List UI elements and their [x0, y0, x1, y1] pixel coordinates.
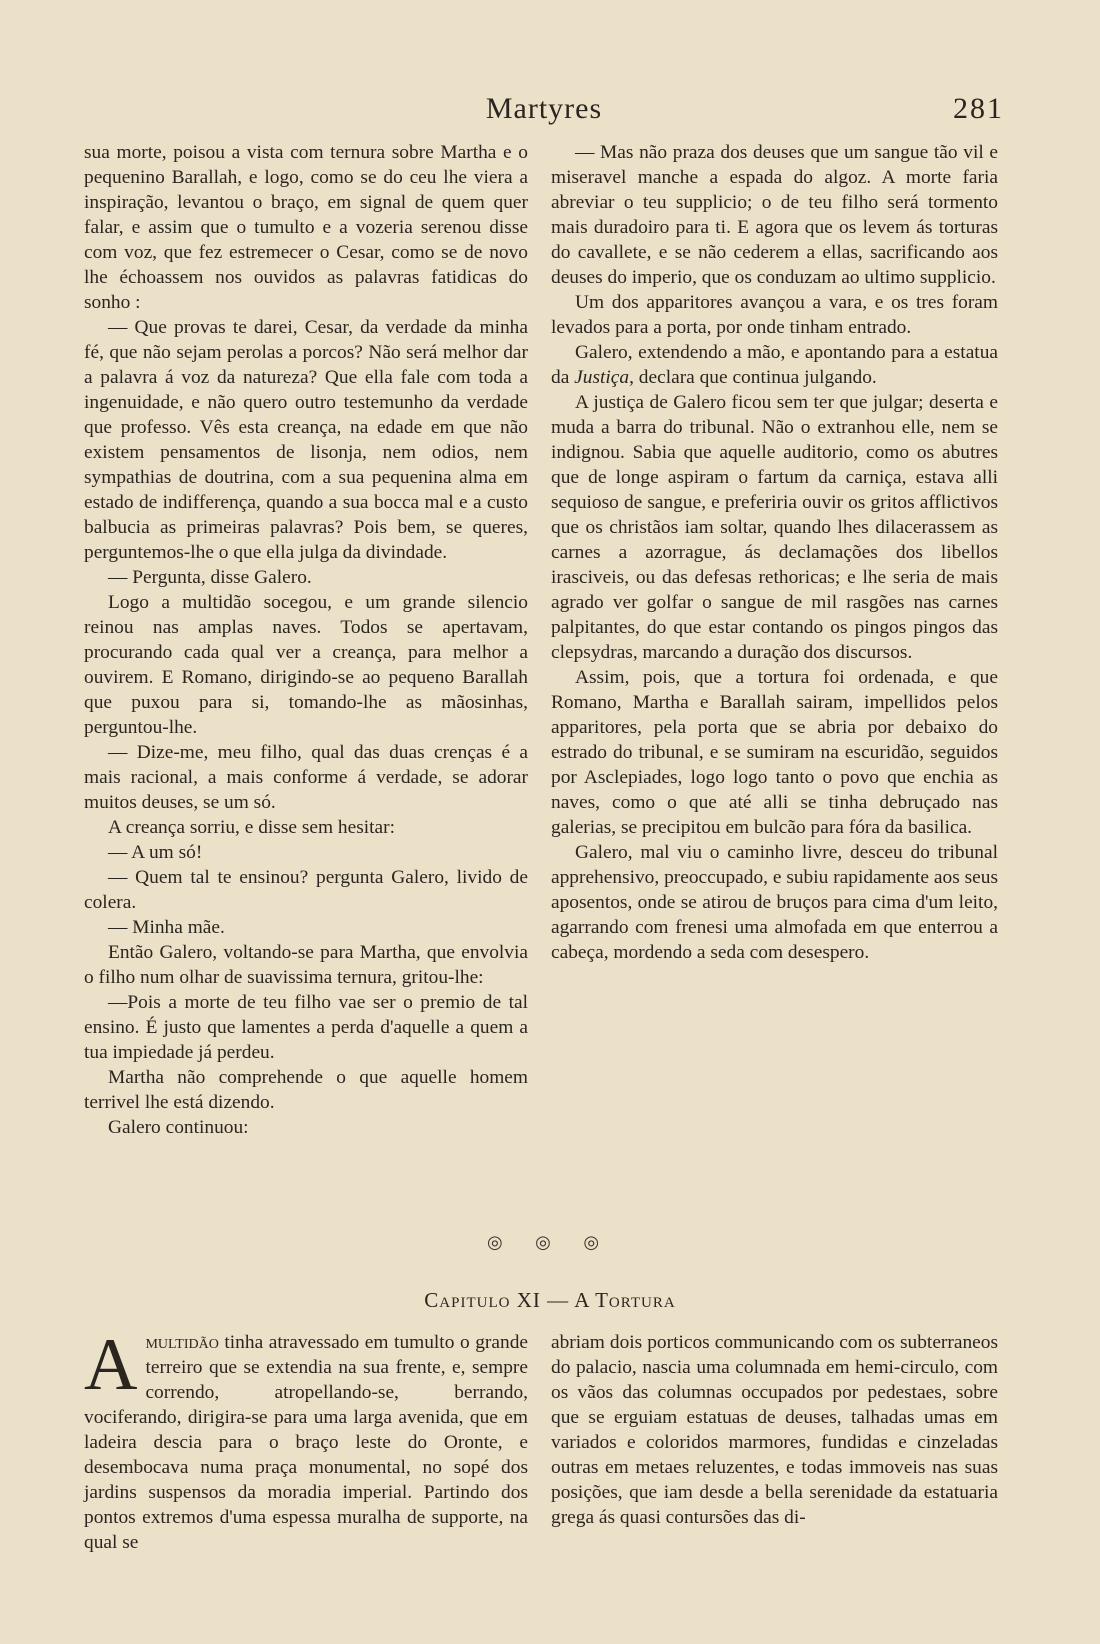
section-ornament: ◎ ◎ ◎	[486, 1232, 614, 1252]
column-bottom-right	[551, 1330, 998, 1530]
paragraph: Galero continuou:	[108, 1117, 249, 1138]
paragraph: — Dize-me, meu filho, qual das duas crenças é a mais racional, a mais conforme á verdade, se adorar muitos deuses, se um só.	[84, 742, 528, 813]
paragraph: sua morte, poisou a vista com ternura sobre Martha e o pequenino Barallah, e logo, como se do ceu lhe viera a inspiração, levantou o braço, em signal de quem quer falar, e assim que o tumulto e a vozeria serenou disse com voz, que fez estremecer o Cesar, como se de novo lhe échoassem nos ouvidos as palavras fatidicas do sonho :	[84, 142, 528, 313]
drop-cap: A	[84, 1324, 138, 1406]
italic-word: Justiça	[574, 367, 630, 388]
paragraph: Assim, pois, que a tortura foi ordenada, e que Romano, Martha e Barallah sairam, impellidos pelos apparitores, pela porta que se abria por debaixo do estrado do tribunal, e se sumiram na escuridão, seguidos por Asclepiades, logo logo tanto o povo que enchia as naves, como o que até alli se tinha debruçado nas galerias, se precipitou em bulcão para fóra da basilica.	[551, 667, 998, 838]
paragraph: A creança sorriu, e disse sem hesitar:	[108, 817, 395, 838]
paragraph: abriam dois porticos communicando com os subterraneos do palacio, nascia uma columnada em hemi-circulo, com os vãos das columnas occupados por pedestaes, sobre que se erguiam estatuas de deuses, talhadas umas em variados e coloridos marmores, fundidas e cinzeladas outras em metaes reluzentes, e todas immoveis nas suas posições, que iam desde a bella serenidade da estatuaria grega ás quasi contursões das di-	[551, 1332, 998, 1528]
paragraph: Galero, mal viu o caminho livre, desceu do tribunal apprehensivo, preoccupado, e subiu rapidamente aos seus aposentos, onde se atirou de bruços para cima d'um leito, agarrando com frenesi uma almofada em que enterrou a cabeça, mordendo a seda com desespero.	[551, 842, 998, 963]
paragraph	[551, 340, 998, 390]
paragraph: A justiça de Galero ficou sem ter que julgar; deserta e muda a barra do tribunal. Não o extranhou elle, nem se indignou. Sabia que aquelle auditorio, como os abutres que de longe aspiram o fartum da carniça, estava alli sequioso de sangue, e preferiria ouvir os gritos afflictivos que os christãos iam soltar, quando lhes dilacerassem as carnes a azorrague, ás declamações dos libellos irasciveis, ou das defesas rethoricas; e lhe seria de mais agrado ver golfar o sangue de mil rasgões nas carnes palpitantes, do que estar contando os pingos pingos das clepsydras, marcando a duração dos discursos.	[551, 392, 998, 663]
column-top-left	[84, 140, 528, 1140]
page-number: 281	[953, 92, 1004, 125]
chapter-title: Capitulo XI — A Tortura	[424, 1288, 676, 1312]
paragraph: —Pois a morte de teu filho vae ser o premio de tal ensino. É justo que lamentes a perda d'aquelle a quem a tua impiedade já perdeu.	[84, 992, 528, 1063]
paragraph: — Pergunta, disse Galero.	[108, 567, 312, 588]
text-run: Galero, extendendo a mão, e apontando para a estatua da	[551, 342, 998, 388]
paragraph	[84, 1324, 528, 1555]
paragraph: Logo a multidão socegou, e um grande silencio reinou nas amplas naves. Todos se apertavam, procurando cada qual ver a creança, para melhor a ouvirem. E Romano, dirigindo-se ao pequeno Barallah que puxou para si, tomando-lhe as mãosinhas, perguntou-lhe.	[84, 592, 528, 738]
paragraph: Martha não comprehende o que aquelle homem terrivel lhe está dizendo.	[84, 1067, 528, 1113]
paragraph: — Quem tal te ensinou? pergunta Galero, livido de colera.	[84, 867, 528, 913]
paragraph: Um dos apparitores avançou a vara, e os tres foram levados para a porta, por onde tinham entrado.	[551, 292, 998, 338]
paragraph: Então Galero, voltando-se para Martha, que envolvia o filho num olhar de suavissima ternura, gritou-lhe:	[84, 942, 528, 988]
small-caps-word: multidão	[145, 1332, 219, 1353]
text-run: , declara que continua julgando.	[629, 367, 877, 388]
paragraph: — Mas não praza dos deuses que um sangue tão vil e miseravel manche a espada do algoz. A morte faria abreviar o teu supplicio; o de teu filho será tormento mais duradoiro para ti. E agora que os levem ás torturas do cavallete, e se não cederem a ellas, sacrificando aos deuses do imperio, que os conduzam ao ultimo supplicio.	[551, 142, 998, 288]
running-title: Martyres	[485, 92, 603, 125]
text-run: tinha atravessado em tumulto o grande terreiro que se extendia na sua frente, e, sempre correndo, atropellando-se, berrando, vociferando, dirigira-se para uma larga avenida, que em ladeira descia para o braço leste do Oronte, e desembocava numa praça monumental, no sopé dos jardins suspensos da moradia imperial. Partindo dos pontos extremos d'uma espessa muralha de supporte, na qual se	[84, 1332, 528, 1553]
paragraph: — Minha mãe.	[108, 917, 225, 938]
column-bottom-left	[84, 1324, 528, 1555]
paragraph: — Que provas te darei, Cesar, da verdade da minha fé, que não sejam perolas a porcos? Não será melhor dar a palavra á voz da natureza? Que ella fale com toda a ingenuidade, e não quero outro testemunho da verdade que professo. Vês esta creança, na edade em que não existem pensamentos de lisonja, nem odios, nem sympathias de doutrina, com a sua pequenina alma em estado de indifferença, quando a sua bocca mal e a custo balbucia as primeiras palavras? Pois bem, se queres, perguntemos-lhe o que ella julga da divindade.	[84, 317, 528, 563]
paragraph: — A um só!	[108, 842, 203, 863]
running-header	[84, 92, 1004, 132]
column-top-right	[551, 140, 998, 965]
